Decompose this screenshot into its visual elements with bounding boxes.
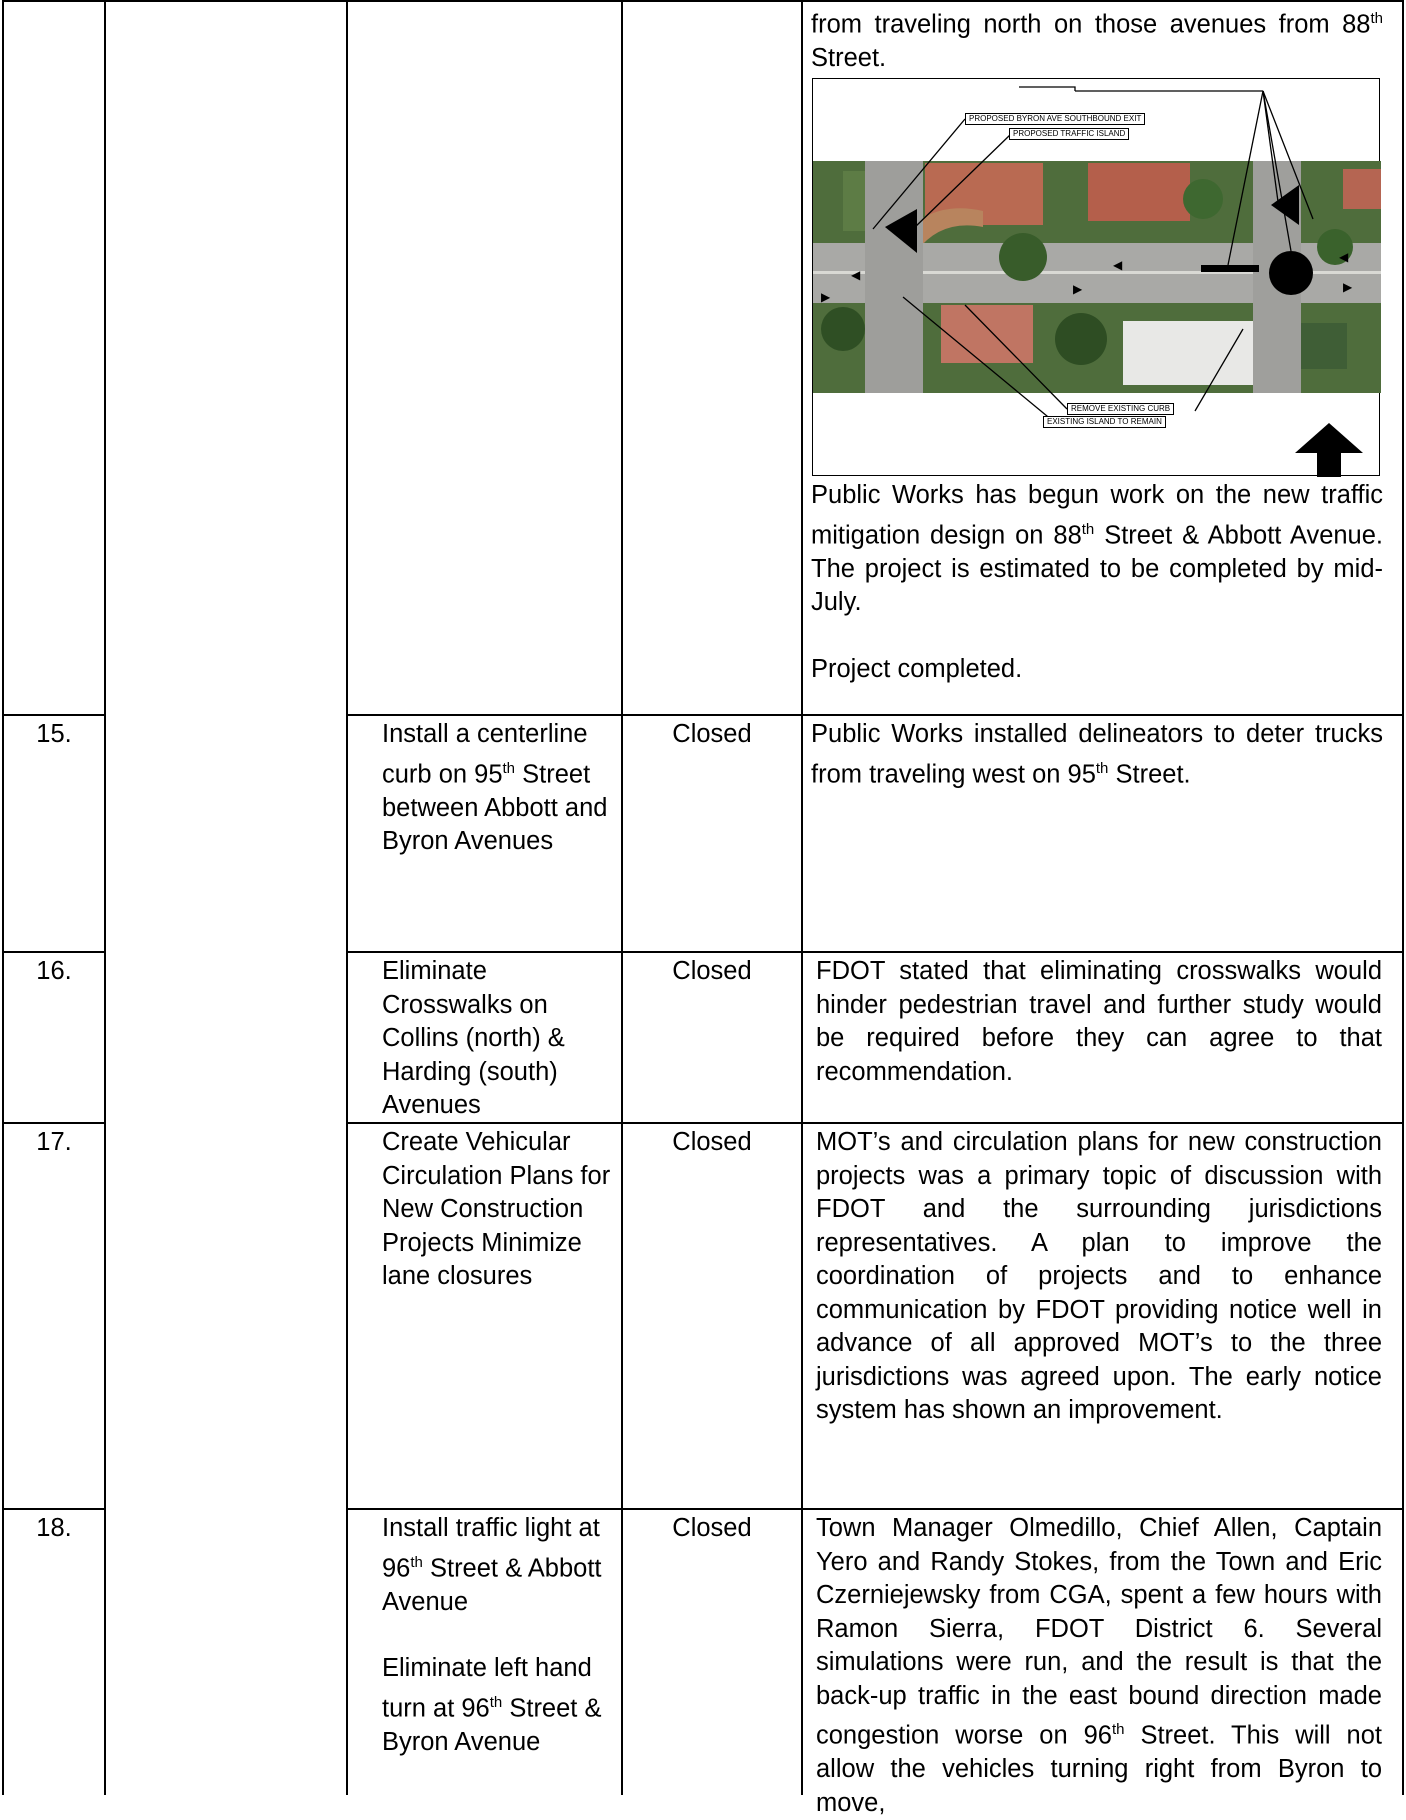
row16-recommendation: Eliminate Crosswalks on Collins (north) & Harding (south) Avenues — [382, 957, 565, 1119]
row17-recommendation: Create Vehicular Circulation Plans for New Construction Projects Minimize lane closures — [382, 1128, 611, 1290]
table-border-right — [1402, 0, 1404, 1795]
row16-status: Closed — [672, 957, 752, 985]
svg-text:◀: ◀ — [1113, 258, 1123, 272]
row-divider — [2, 1508, 106, 1510]
row-divider — [2, 714, 106, 716]
label-existing-island: EXISTING ISLAND TO REMAIN — [1043, 416, 1166, 428]
traffic-island-diagram — [812, 78, 1380, 476]
row-divider — [2, 951, 106, 953]
row18-recommendation-p2: Eliminate left hand turn at 96th Street & Byron Avenue — [382, 1654, 602, 1756]
row15-notes: Public Works installed delineators to deter trucks from traveling west on 95th Street. — [811, 720, 1383, 788]
row14-notes-p2: Project completed. — [811, 654, 1023, 683]
row14-notes-top: from traveling north on those avenues from 88th Street. — [811, 10, 1383, 72]
label-proposed-exit: PROPOSED BYRON AVE SOUTHBOUND EXIT — [965, 113, 1145, 125]
row15-recommendation: Install a centerline curb on 95th Street between Abbott and Byron Avenues — [382, 720, 608, 855]
svg-text:◀: ◀ — [851, 268, 861, 282]
row18-notes: Town Manager Olmedillo, Chief Allen, Captain Yero and Randy Stokes, from the Town and Eric Czerniejewsky from CGA, spent a few hours with Ramon Sierra, FDOT District 6. Several simulations were run, and the result is that the back-up traffic in the east bound direction made congestion worse on 96th Street. This will not allow the vehicles turning right from Byron to move, — [816, 1514, 1383, 1817]
label-proposed-island: PROPOSED TRAFFIC ISLAND — [1009, 128, 1129, 140]
label-remove-curb: REMOVE EXISTING CURB — [1067, 403, 1174, 415]
table-border-col1 — [104, 0, 106, 1795]
svg-text:▶: ▶ — [1073, 282, 1083, 296]
row18-recommendation-p1: Install traffic light at 96th Street & Abbott Avenue — [382, 1514, 602, 1616]
row17-status: Closed — [672, 1128, 752, 1156]
row16-notes: FDOT stated that eliminating crosswalks would hinder pedestrian travel and further study would be required before they can agree to that recommendation. — [816, 957, 1382, 1086]
row15-number: 15. — [36, 720, 72, 748]
row-divider — [346, 951, 1404, 953]
row-divider — [346, 714, 1404, 716]
row-divider — [346, 1508, 1404, 1510]
row14-notes-body — [811, 479, 1383, 686]
svg-text:◀: ◀ — [1339, 250, 1349, 264]
table-border-col4 — [801, 0, 803, 1795]
row17-notes: MOT’s and circulation plans for new construction projects was a primary topic of discussion with FDOT and the surrounding jurisdictions representatives. A plan to improve the coordination of projects and to enhance communication by FDOT providing notice well in advance of all approved MOT’s to the three jurisdictions was agreed upon. The early notice system has shown an improvement. — [816, 1128, 1382, 1424]
row17-number: 17. — [36, 1128, 72, 1156]
svg-text:▶: ▶ — [821, 290, 831, 304]
row18-recommendation — [382, 1512, 612, 1759]
row-divider — [2, 1122, 106, 1124]
row15-status: Closed — [672, 720, 752, 748]
table-border-col2 — [346, 0, 348, 1795]
row18-number: 18. — [36, 1514, 72, 1542]
row16-number: 16. — [36, 957, 72, 985]
svg-text:▶: ▶ — [1343, 280, 1353, 294]
row18-status: Closed — [672, 1514, 752, 1542]
row14-notes-p1: Public Works has begun work on the new traffic mitigation design on 88th Street & Abbott Avenue. The project is estimated to be completed by mid-July. — [811, 481, 1384, 616]
